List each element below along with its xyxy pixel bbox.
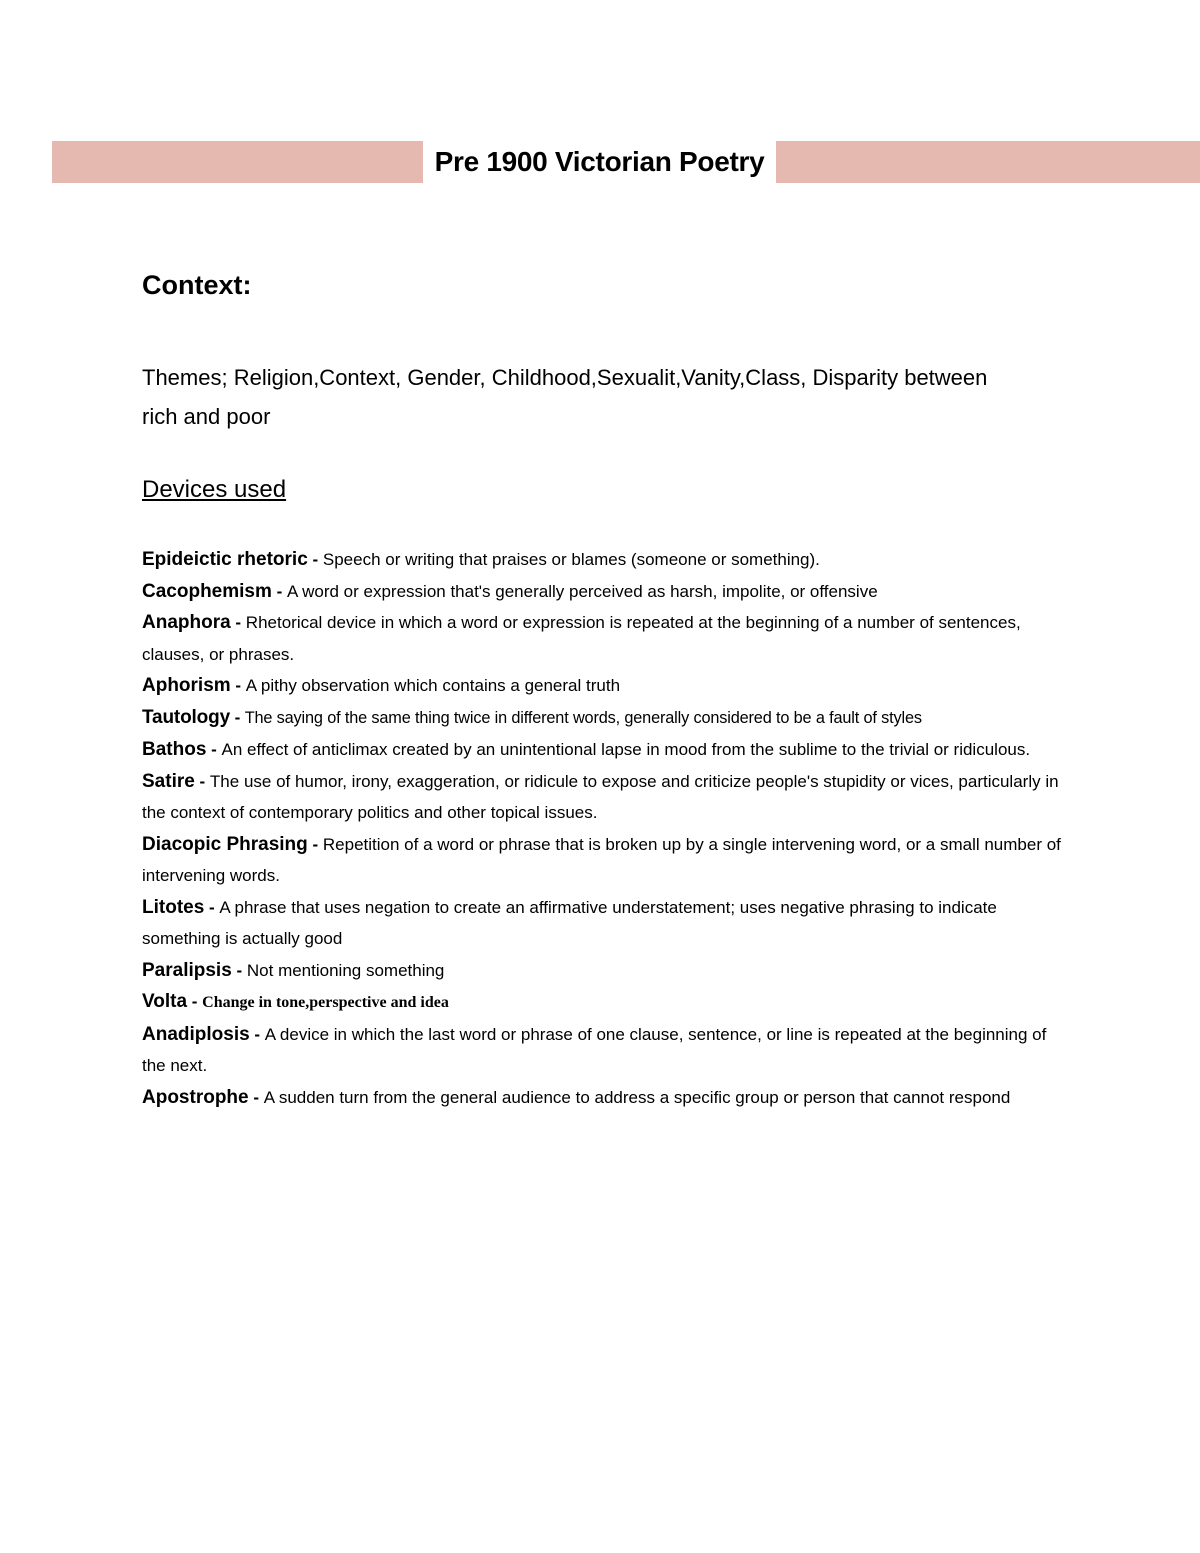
device-definition: An effect of anticlimax created by an unintentional lapse in mood from the sublime to the trivial or ridiculous. [221, 740, 1031, 759]
devices-list [142, 544, 1072, 1113]
device-definition: The use of humor, irony, exaggeration, or ridicule to expose and criticize people's stupidity or vices, particularly in the context of contemporary politics and other topical issues. [142, 771, 1059, 822]
device-term: Cacophemism [142, 580, 272, 602]
device-volta: Volta - Change in tone,perspective and idea [142, 991, 449, 1012]
device-bathos: Bathos - An effect of anticlimax created by an unintentional lapse in mood from the sublime to the trivial or ridiculous. [142, 739, 1031, 760]
device-satire: Satire - The use of humor, irony, exaggeration, or ridicule to expose and criticize people's stupidity or vices, particularly in the context of contemporary politics and other topical issues. [142, 770, 1059, 822]
device-anaphora: Anaphora - Rhetorical device in which a word or expression is repeated at the beginning of a number of sentences, clauses, or phrases. [142, 612, 1021, 664]
device-term: Bathos [142, 739, 207, 760]
page-title: Pre 1900 Victorian Poetry [434, 146, 765, 177]
title-box [423, 141, 776, 183]
device-term: Epideictic rhetoric [142, 549, 308, 570]
device-litotes: Litotes - A phrase that uses negation to create an affirmative understatement; uses negative phrasing to indicate something is actually good [142, 896, 997, 948]
device-term: Tautology [142, 706, 231, 728]
device-definition: A word or expression that's generally perceived as harsh, impolite, or offensive [286, 581, 878, 601]
device-term: Aphorism [142, 675, 231, 696]
device-term: Satire [142, 770, 195, 792]
device-term: Apostrophe [142, 1086, 249, 1108]
device-definition: A sudden turn from the general audience to address a specific group or person that cannot respond [263, 1087, 1011, 1107]
device-apostrophe: Apostrophe - A sudden turn from the general audience to address a specific group or person that cannot respond [142, 1086, 1011, 1108]
device-definition: A device in which the last word or phrase of one clause, sentence, or line is repeated at the beginning of the next. [142, 1024, 1047, 1075]
device-definition: Not mentioning something [246, 960, 445, 980]
device-term: Paralipsis [142, 959, 232, 981]
device-definition: Speech or writing that praises or blames (someone or something). [322, 550, 820, 569]
device-anadiplosis: Anadiplosis - A device in which the last word or phrase of one clause, sentence, or line is repeated at the beginning of the next. [142, 1023, 1047, 1075]
device-definition: A phrase that uses negation to create an affirmative understatement; uses negative phrasing to indicate something is actually good [142, 897, 997, 948]
device-aphorism: Aphorism - A pithy observation which contains a general truth [142, 675, 621, 696]
device-term: Litotes [142, 896, 205, 918]
device-epideictic-rhetoric: Epideictic rhetoric - Speech or writing that praises or blames (someone or something). [142, 549, 820, 570]
context-heading: Context: [142, 270, 252, 300]
device-diacopic-phrasing: Diacopic Phrasing - Repetition of a word or phrase that is broken up by a single intervening word, or a small number of intervening words. [142, 833, 1061, 885]
device-term: Volta [142, 991, 188, 1012]
devices-heading: Devices used [142, 476, 287, 503]
device-definition: Rhetorical device in which a word or expression is repeated at the beginning of a number of sentences, clauses, or phrases. [142, 613, 1021, 664]
device-term: Anadiplosis [142, 1023, 250, 1045]
device-definition: A pithy observation which contains a general truth [245, 676, 621, 695]
device-paralipsis: Paralipsis - Not mentioning something [142, 959, 445, 981]
device-definition: Repetition of a word or phrase that is broken up by a single intervening word, or a small number of intervening words. [142, 834, 1061, 885]
device-term: Anaphora [142, 612, 231, 633]
device-cacophemism: Cacophemism - A word or expression that's generally perceived as harsh, impolite, or offensive [142, 580, 878, 602]
device-definition: Change in tone,perspective and idea [202, 994, 449, 1011]
themes-paragraph: Themes; Religion,Context, Gender, Childhood,Sexualit,Vanity,Class, Disparity between rich and poor [142, 365, 988, 429]
device-tautology: Tautology - The saying of the same thing twice in different words, generally considered to be a fault of styles [142, 706, 922, 728]
device-term: Diacopic Phrasing [142, 833, 308, 855]
device-definition: The saying of the same thing twice in different words, generally considered to be a fault of styles [244, 708, 922, 727]
